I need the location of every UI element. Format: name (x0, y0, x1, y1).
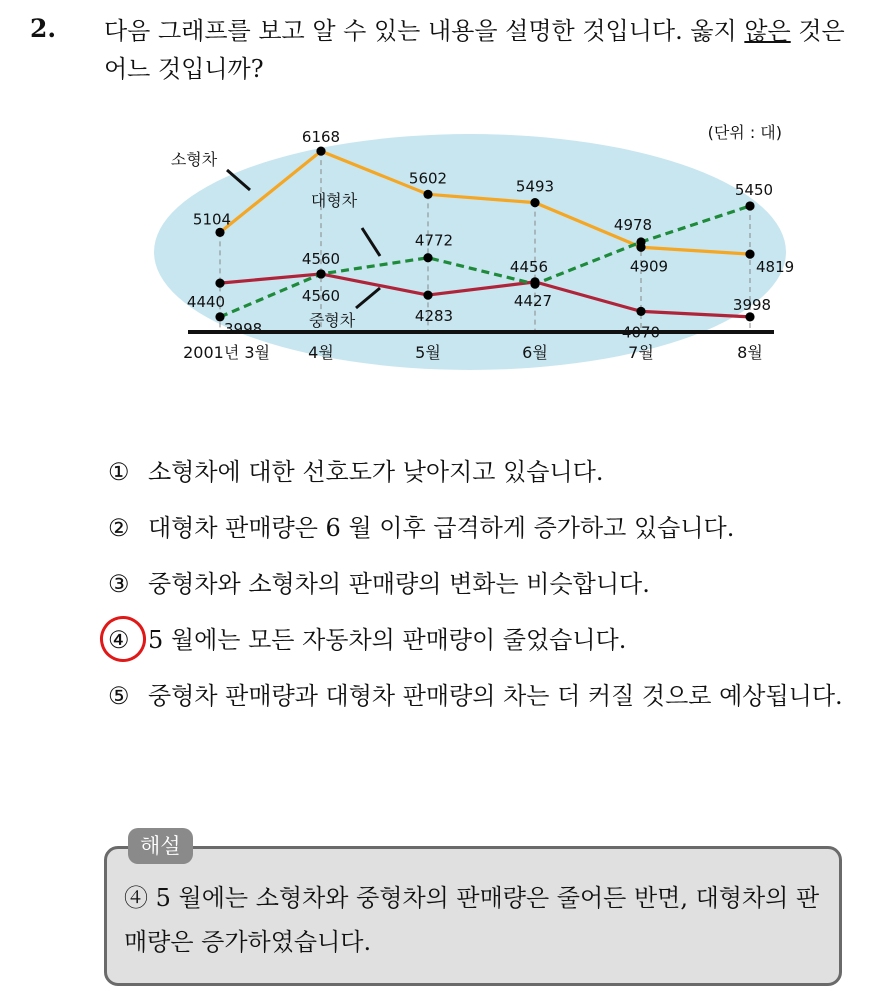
point-0-0 (215, 228, 224, 237)
series-name-label-0: 소형차 (170, 150, 218, 169)
point-0-2 (423, 190, 432, 199)
option-5[interactable] (108, 678, 868, 714)
option-4-text: 5 월에는 모든 자동차의 판매량이 줄었습니다. (148, 626, 627, 654)
value-label-0-5: 4819 (756, 258, 795, 277)
point-2-1 (316, 269, 325, 278)
point-2-2 (423, 253, 432, 262)
point-0-5 (745, 250, 754, 259)
value-label-0-2: 5602 (408, 169, 448, 188)
answer-options (108, 454, 868, 734)
x-tick-label-2: 5월 (415, 343, 441, 362)
value-label-1-0: 4440 (186, 293, 226, 312)
unit-note: (단위 : 대) (707, 123, 782, 142)
explanation-text: ④ 5 월에는 소형차와 중형차의 판매량은 줄어든 반면, 대형차의 판매량은 증가하였습니다. (124, 884, 820, 956)
value-label-0-4: 4909 (629, 257, 669, 276)
option-4[interactable] (108, 622, 868, 658)
explanation-tag: 해설 (128, 828, 193, 864)
point-1-2 (423, 290, 432, 299)
value-label-0-1: 6168 (301, 128, 341, 147)
value-label-1-5: 3998 (732, 295, 772, 314)
option-3[interactable] (108, 566, 868, 602)
x-tick-label-3: 6월 (522, 343, 548, 362)
option-3-number: ③ (108, 570, 130, 598)
x-tick-label-4: 7월 (628, 343, 654, 362)
value-label-0-0: 5104 (192, 210, 232, 229)
sales-line-chart (150, 108, 800, 380)
question-number: 2. (30, 14, 57, 43)
x-tick-label-1: 4월 (308, 343, 334, 362)
point-2-5 (745, 201, 754, 210)
point-0-1 (316, 146, 325, 155)
option-3-text: 중형차와 소형차의 판매량의 변화는 비슷합니다. (148, 570, 650, 598)
point-1-0 (215, 279, 224, 288)
value-label-1-2: 4283 (414, 307, 454, 326)
question-text (104, 12, 874, 88)
value-label-2-3: 4427 (513, 292, 553, 311)
option-4-number: ④ (108, 626, 130, 654)
option-2[interactable] (108, 510, 868, 546)
point-1-4 (636, 307, 645, 316)
point-0-3 (530, 198, 539, 207)
option-2-text: 대형차 판매량은 6 월 이후 급격하게 증가하고 있습니다. (148, 514, 735, 542)
value-label-1-4: 4070 (621, 323, 661, 342)
value-label-0-3: 5493 (515, 177, 555, 196)
option-2-number: ② (108, 514, 130, 542)
option-1[interactable] (108, 454, 868, 490)
option-5-text: 중형차 판매량과 대형차 판매량의 차는 더 커질 것으로 예상됩니다. (148, 682, 843, 710)
option-1-number: ① (108, 458, 130, 486)
value-label-1-3: 4456 (509, 257, 549, 276)
series-name-label-2: 대형차 (310, 191, 358, 210)
point-2-4 (636, 237, 645, 246)
x-tick-label-0: 2001년 3월 (183, 343, 270, 362)
value-label-2-1: 4560 (301, 286, 341, 305)
option-1-text: 소형차에 대한 선호도가 낮아지고 있습니다. (148, 458, 604, 486)
value-label-2-5: 5450 (734, 180, 774, 199)
value-label-2-2: 4772 (414, 231, 454, 250)
point-2-3 (530, 279, 539, 288)
series-name-label-1: 중형차 (308, 311, 356, 330)
option-4-number-wrap (108, 622, 148, 658)
answer-circle-mark (96, 612, 151, 667)
question-text-before: 다음 그래프를 보고 알 수 있는 내용을 설명한 것입니다. 옳지 (104, 17, 745, 45)
value-label-2-0: 3998 (224, 319, 263, 338)
value-label-2-4: 4978 (613, 216, 653, 235)
value-label-1-1: 4560 (301, 249, 341, 268)
option-5-number: ⑤ (108, 682, 130, 710)
question-underlined-word: 않은 (744, 17, 791, 45)
question-text-after: 것은 어느 것입니까? (104, 17, 845, 83)
x-tick-label-5: 8월 (737, 343, 763, 362)
